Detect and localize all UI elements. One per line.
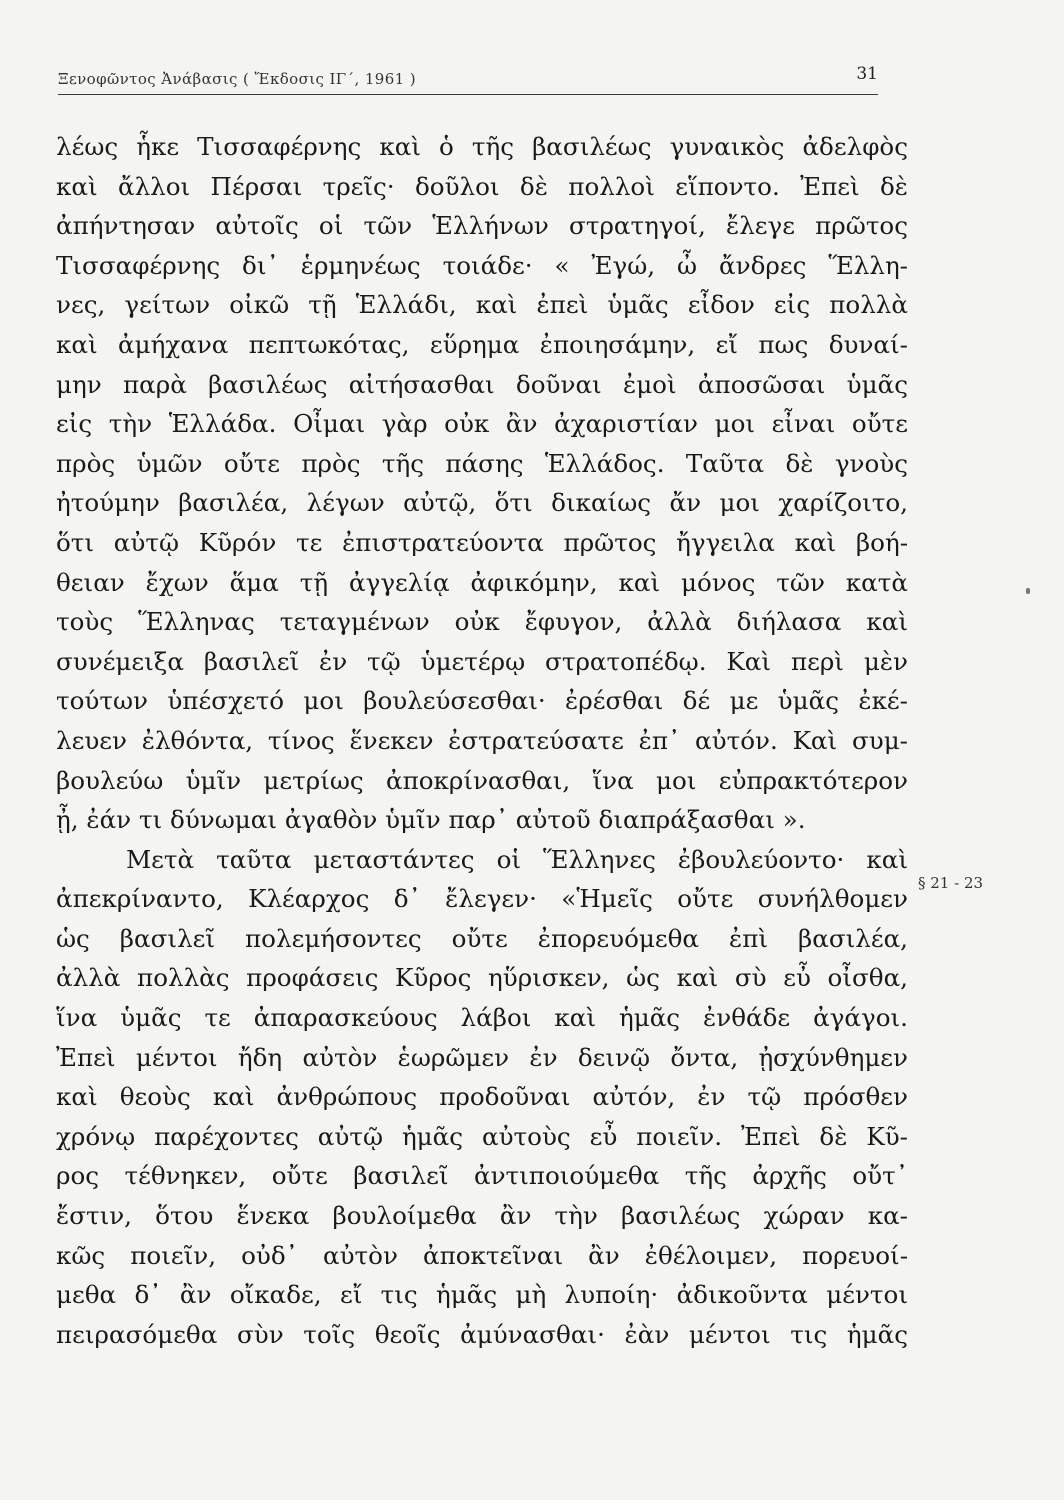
- text-line: βουλεύω ὑμῖν μετρίως ἀποκρίνασθαι, ἵνα μοι εὐπρακτότερον: [56, 765, 908, 795]
- text-line: Τισσαφέρνης δι᾽ ἑρμηνέως τοιάδε· « Ἐγώ, ὦ ἄνδρες Ἕλλη-: [56, 250, 908, 280]
- text-line: νες, γείτων οἰκῶ τῇ Ἑλλάδι, καὶ ἐπεὶ ὑμᾶς εἶδον εἰς πολλὰ: [56, 290, 908, 320]
- text-line: πρὸς ὑμῶν οὔτε πρὸς τῆς πάσης Ἑλλάδος. Ταῦτα δὲ γνοὺς: [56, 448, 908, 478]
- text-line: καὶ ἄλλοι Πέρσαι τρεῖς· δοῦλοι δὲ πολλοὶ εἵποντο. Ἐπεὶ δὲ: [56, 171, 908, 201]
- text-line: θειαν ἔχων ἅμα τῇ ἀγγελίᾳ ἀφικόμην, καὶ μόνος τῶν κατὰ: [56, 567, 908, 597]
- text-line: ἵνα ὑμᾶς τε ἀπαρασκεύους λάβοι καὶ ἡμᾶς ἐνθάδε ἀγάγοι.: [56, 1003, 908, 1033]
- text-line: τοὺς Ἕλληνας τεταγμένων οὐκ ἔφυγον, ἀλλὰ διήλασα καὶ: [56, 607, 908, 637]
- section-margin-note: § 21 - 23: [918, 874, 984, 892]
- text-line: ᾖ, ἐάν τι δύνωμαι ἀγαθὸν ὑμῖν παρ᾽ αὐτοῦ διαπράξασθαι ».: [56, 805, 806, 835]
- text-line: ὡς βασιλεῖ πολεμήσοντες οὔτε ἐπορευόμεθα ἐπὶ βασιλέα,: [56, 923, 908, 953]
- text-line: λευεν ἐλθόντα, τίνος ἕνεκεν ἐστρατεύσατε ἐπ᾽ αὐτόν. Καὶ συμ-: [56, 725, 908, 755]
- text-line: συνέμειξα βασιλεῖ ἐν τῷ ὑμετέρῳ στρατοπέδῳ. Καὶ περὶ μὲν: [56, 646, 908, 676]
- text-line: ρος τέθνηκεν, οὔτε βασιλεῖ ἀντιποιούμεθα τῆς ἀρχῆς οὔτ᾽: [56, 1161, 908, 1191]
- paragraph-start-line: Μετὰ ταῦτα μεταστάντες οἱ Ἕλληνες ἐβουλεύοντο· καὶ: [126, 844, 908, 874]
- text-line: ἔστιν, ὅτου ἕνεκα βουλοίμεθα ἂν τὴν βασιλέως χώραν κα-: [56, 1201, 908, 1231]
- text-line: λέως ἧκε Τισσαφέρνης καὶ ὁ τῆς βασιλέως γυναικὸς ἀδελφὸς: [56, 132, 908, 161]
- text-line: ἀπεκρίναντο, Κλέαρχος δ᾽ ἔλεγεν· «Ἡμεῖς οὔτε συνήλθομεν: [56, 884, 908, 914]
- text-line: μην παρὰ βασιλέως αἰτήσασθαι δοῦναι ἐμοὶ ἀποσῶσαι ὑμᾶς: [56, 369, 908, 399]
- running-head-title: Ξενοφῶντος Ἀνάβασις ( Ἔκδοσις ΙΓ΄, 1961 ): [58, 70, 417, 88]
- text-line: καὶ ἀμήχανα πεπτωκότας, εὕρημα ἐποιησάμην, εἴ πως δυναί-: [56, 329, 908, 359]
- text-line: κῶς ποιεῖν, οὐδ᾽ αὐτὸν ἀποκτεῖναι ἂν ἐθέλοιμεν, πορευοί-: [56, 1240, 908, 1270]
- text-line: τούτων ὑπέσχετό μοι βουλεύσεσθαι· ἐρέσθαι δέ με ὑμᾶς ἐκέ-: [56, 686, 908, 716]
- text-line: ἀπήντησαν αὐτοῖς οἱ τῶν Ἑλλήνων στρατηγοί, ἔλεγε πρῶτος: [56, 211, 908, 241]
- body-text: [56, 127, 908, 1354]
- text-line: ὅτι αὐτῷ Κῦρόν τε ἐπιστρατεύοντα πρῶτος ἤγγειλα καὶ βοή-: [56, 527, 908, 557]
- text-line: ἠτούμην βασιλέα, λέγων αὐτῷ, ὅτι δικαίως ἄν μοι χαρίζοιτο,: [56, 488, 908, 518]
- text-line: μεθα δ᾽ ἂν οἴκαδε, εἴ τις ἡμᾶς μὴ λυποίη· ἀδικοῦντα μέντοι: [56, 1280, 908, 1310]
- print-speck: [1026, 588, 1030, 594]
- running-header: [58, 60, 878, 95]
- text-line: πειρασόμεθα σὺν τοῖς θεοῖς ἀμύνασθαι· ἐὰν μέντοι τις ἡμᾶς: [56, 1319, 908, 1349]
- page-number: 31: [856, 64, 878, 84]
- text-line: χρόνῳ παρέχοντες αὐτῷ ἡμᾶς αὐτοὺς εὖ ποιεῖν. Ἐπεὶ δὲ Κῦ-: [56, 1121, 908, 1151]
- text-line: εἰς τὴν Ἑλλάδα. Οἶμαι γὰρ οὐκ ἂν ἀχαριστίαν μοι εἶναι οὔτε: [56, 409, 908, 439]
- text-line: Ἐπεὶ μέντοι ἤδη αὐτὸν ἑωρῶμεν ἐν δεινῷ ὄντα, ᾐσχύνθημεν: [56, 1042, 908, 1072]
- text-line: καὶ θεοὺς καὶ ἀνθρώπους προδοῦναι αὐτόν, ἐν τῷ πρόσθεν: [56, 1082, 908, 1112]
- text-line: ἀλλὰ πολλὰς προφάσεις Κῦρος ηὕρισκεν, ὡς καὶ σὺ εὖ οἶσθα,: [56, 963, 908, 993]
